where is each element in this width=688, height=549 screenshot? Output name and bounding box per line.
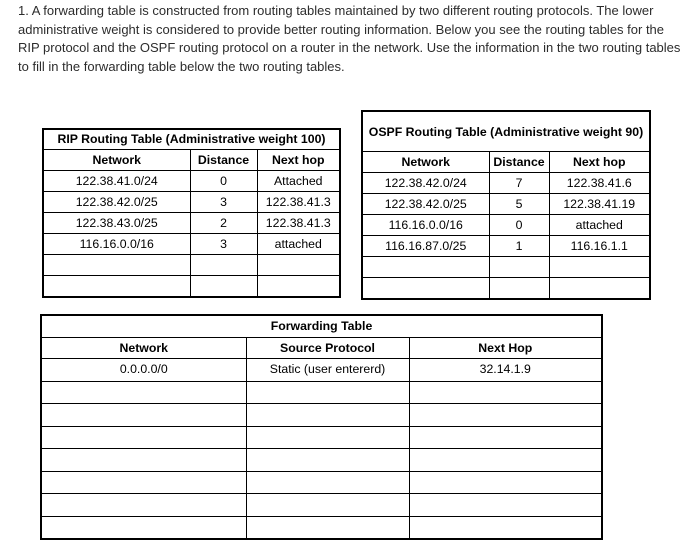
fwd-cell[interactable] <box>41 516 246 539</box>
table-row <box>41 471 602 494</box>
fwd-cell[interactable] <box>246 404 409 427</box>
fwd-cell[interactable] <box>409 426 602 449</box>
rip-cell: Attached <box>257 171 340 192</box>
fwd-cell[interactable] <box>41 381 246 404</box>
fwd-header-network: Network <box>41 338 246 359</box>
ospf-cell <box>489 278 549 300</box>
table-row <box>43 276 340 298</box>
table-row <box>43 234 340 255</box>
fwd-cell[interactable] <box>246 471 409 494</box>
rip-cell: 122.38.43.0/25 <box>43 213 190 234</box>
rip-header-network: Network <box>43 150 190 171</box>
rip-cell <box>43 255 190 276</box>
table-row <box>41 494 602 517</box>
table-row <box>362 173 650 194</box>
table-row <box>362 194 650 215</box>
ospf-cell <box>362 257 489 278</box>
fwd-cell[interactable] <box>246 381 409 404</box>
ospf-cell: 5 <box>489 194 549 215</box>
table-row <box>43 213 340 234</box>
table-row <box>362 236 650 257</box>
ospf-cell <box>549 257 650 278</box>
rip-cell: 122.38.41.3 <box>257 192 340 213</box>
rip-cell <box>257 255 340 276</box>
rip-cell: 122.38.41.3 <box>257 213 340 234</box>
fwd-cell[interactable] <box>41 471 246 494</box>
intro-paragraph: 1. A forwarding table is constructed from routing tables maintained by two different routing protocols. The lower administrative weight is considered to provide better routing information. Below you see the routing tables for the RIP protocol and the OSPF routing protocol on a router in the network. Use the information in the two routing tables to fill in the forwarding table below the two routing tables. <box>18 3 681 74</box>
ospf-routing-table <box>361 110 651 300</box>
rip-cell: 122.38.42.0/25 <box>43 192 190 213</box>
ospf-header-next-hop: Next hop <box>549 152 650 173</box>
rip-routing-table <box>42 128 341 298</box>
fwd-cell[interactable] <box>246 426 409 449</box>
ospf-cell: 122.38.42.0/25 <box>362 194 489 215</box>
ospf-header-network: Network <box>362 152 489 173</box>
table-row <box>43 171 340 192</box>
table-row <box>43 255 340 276</box>
fwd-cell[interactable] <box>409 381 602 404</box>
table-row <box>41 516 602 539</box>
rip-header-distance: Distance <box>190 150 257 171</box>
ospf-cell <box>489 257 549 278</box>
fwd-cell[interactable] <box>409 516 602 539</box>
fwd-cell[interactable] <box>246 494 409 517</box>
fwd-header-source-protocol: Source Protocol <box>246 338 409 359</box>
ospf-table-title: OSPF Routing Table (Administrative weight 90) <box>362 111 650 152</box>
rip-cell: 2 <box>190 213 257 234</box>
ospf-cell: attached <box>549 215 650 236</box>
rip-cell: 0 <box>190 171 257 192</box>
table-row <box>41 359 602 382</box>
ospf-cell: 0 <box>489 215 549 236</box>
fwd-header-next-hop: Next Hop <box>409 338 602 359</box>
ospf-cell: 122.38.42.0/24 <box>362 173 489 194</box>
fwd-cell[interactable] <box>41 404 246 427</box>
ospf-cell: 122.38.41.19 <box>549 194 650 215</box>
fwd-cell[interactable] <box>246 449 409 472</box>
forwarding-table-title: Forwarding Table <box>41 315 602 338</box>
fwd-cell[interactable]: Static (user entererd) <box>246 359 409 382</box>
fwd-cell[interactable] <box>409 449 602 472</box>
ospf-cell: 116.16.1.1 <box>549 236 650 257</box>
ospf-cell: 7 <box>489 173 549 194</box>
rip-cell: 122.38.41.0/24 <box>43 171 190 192</box>
rip-cell <box>257 276 340 298</box>
rip-cell: 3 <box>190 192 257 213</box>
table-row <box>43 192 340 213</box>
fwd-cell[interactable] <box>41 426 246 449</box>
ospf-cell: 122.38.41.6 <box>549 173 650 194</box>
table-row <box>41 381 602 404</box>
table-row <box>362 257 650 278</box>
fwd-cell[interactable] <box>409 471 602 494</box>
rip-cell <box>190 255 257 276</box>
table-row <box>41 449 602 472</box>
rip-table-title: RIP Routing Table (Administrative weight 100) <box>43 129 340 150</box>
rip-cell <box>190 276 257 298</box>
ospf-cell <box>362 278 489 300</box>
forwarding-table <box>40 314 603 540</box>
rip-header-next-hop: Next hop <box>257 150 340 171</box>
fwd-cell[interactable]: 0.0.0.0/0 <box>41 359 246 382</box>
rip-cell: attached <box>257 234 340 255</box>
fwd-cell[interactable] <box>409 494 602 517</box>
rip-cell: 116.16.0.0/16 <box>43 234 190 255</box>
ospf-cell: 116.16.0.0/16 <box>362 215 489 236</box>
table-row <box>362 278 650 300</box>
rip-cell: 3 <box>190 234 257 255</box>
fwd-cell[interactable]: 32.14.1.9 <box>409 359 602 382</box>
table-row <box>41 426 602 449</box>
fwd-cell[interactable] <box>41 494 246 517</box>
ospf-cell: 116.16.87.0/25 <box>362 236 489 257</box>
ospf-cell: 1 <box>489 236 549 257</box>
fwd-cell[interactable] <box>41 449 246 472</box>
ospf-cell <box>549 278 650 300</box>
table-row <box>41 404 602 427</box>
ospf-header-distance: Distance <box>489 152 549 173</box>
fwd-cell[interactable] <box>246 516 409 539</box>
rip-cell <box>43 276 190 298</box>
table-row <box>362 215 650 236</box>
fwd-cell[interactable] <box>409 404 602 427</box>
